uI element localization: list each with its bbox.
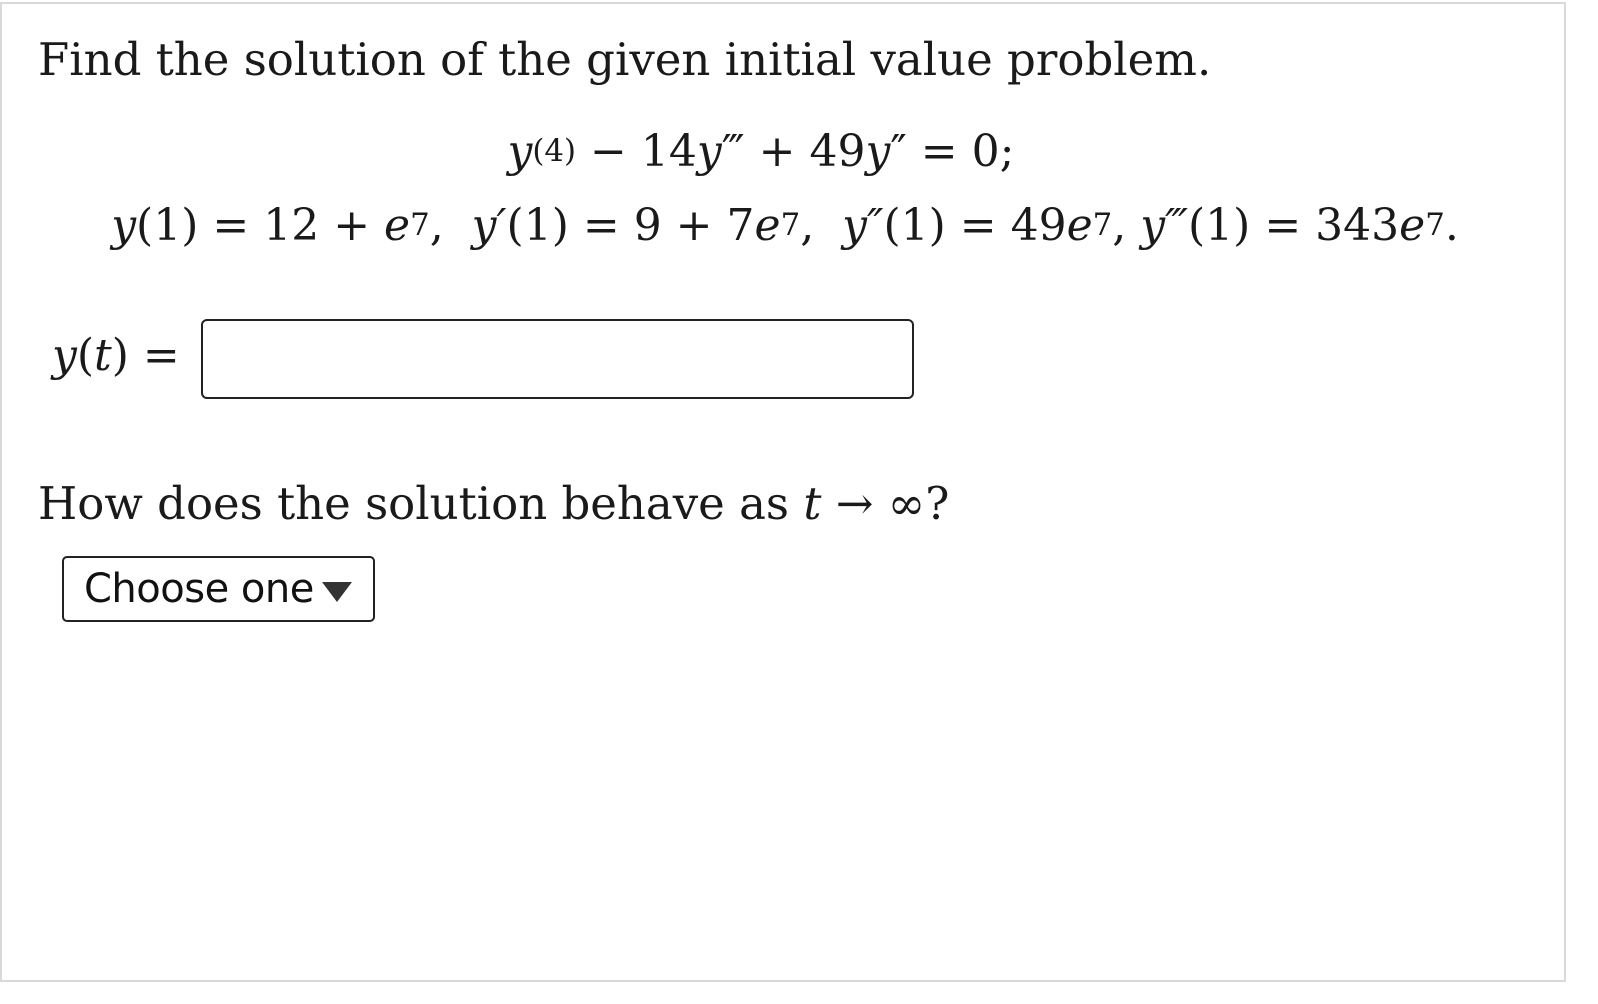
- behavior-question: How does the solution behave as t → ∞?: [38, 477, 950, 530]
- problem-prompt: Find the solution of the given initial value problem.: [38, 33, 1212, 86]
- behavior-dropdown[interactable]: [62, 556, 375, 622]
- answer-input[interactable]: [201, 319, 914, 399]
- answer-label: y(t) =: [52, 330, 194, 381]
- problem-card: [0, 2, 1566, 982]
- differential-equation: $y^{(4)}$ − 14y‴ + 49y″ = 0;: [507, 126, 1015, 177]
- initial-conditions: $y(1) = 12 + e^7$, $y'(1) = 9 + 7e^7$, $y''(1) = 49e^7$, y‴(1) = $343e^7$.: [111, 200, 1459, 251]
- caret-down-icon: [322, 582, 352, 602]
- dropdown-label: Choose one: [84, 566, 314, 612]
